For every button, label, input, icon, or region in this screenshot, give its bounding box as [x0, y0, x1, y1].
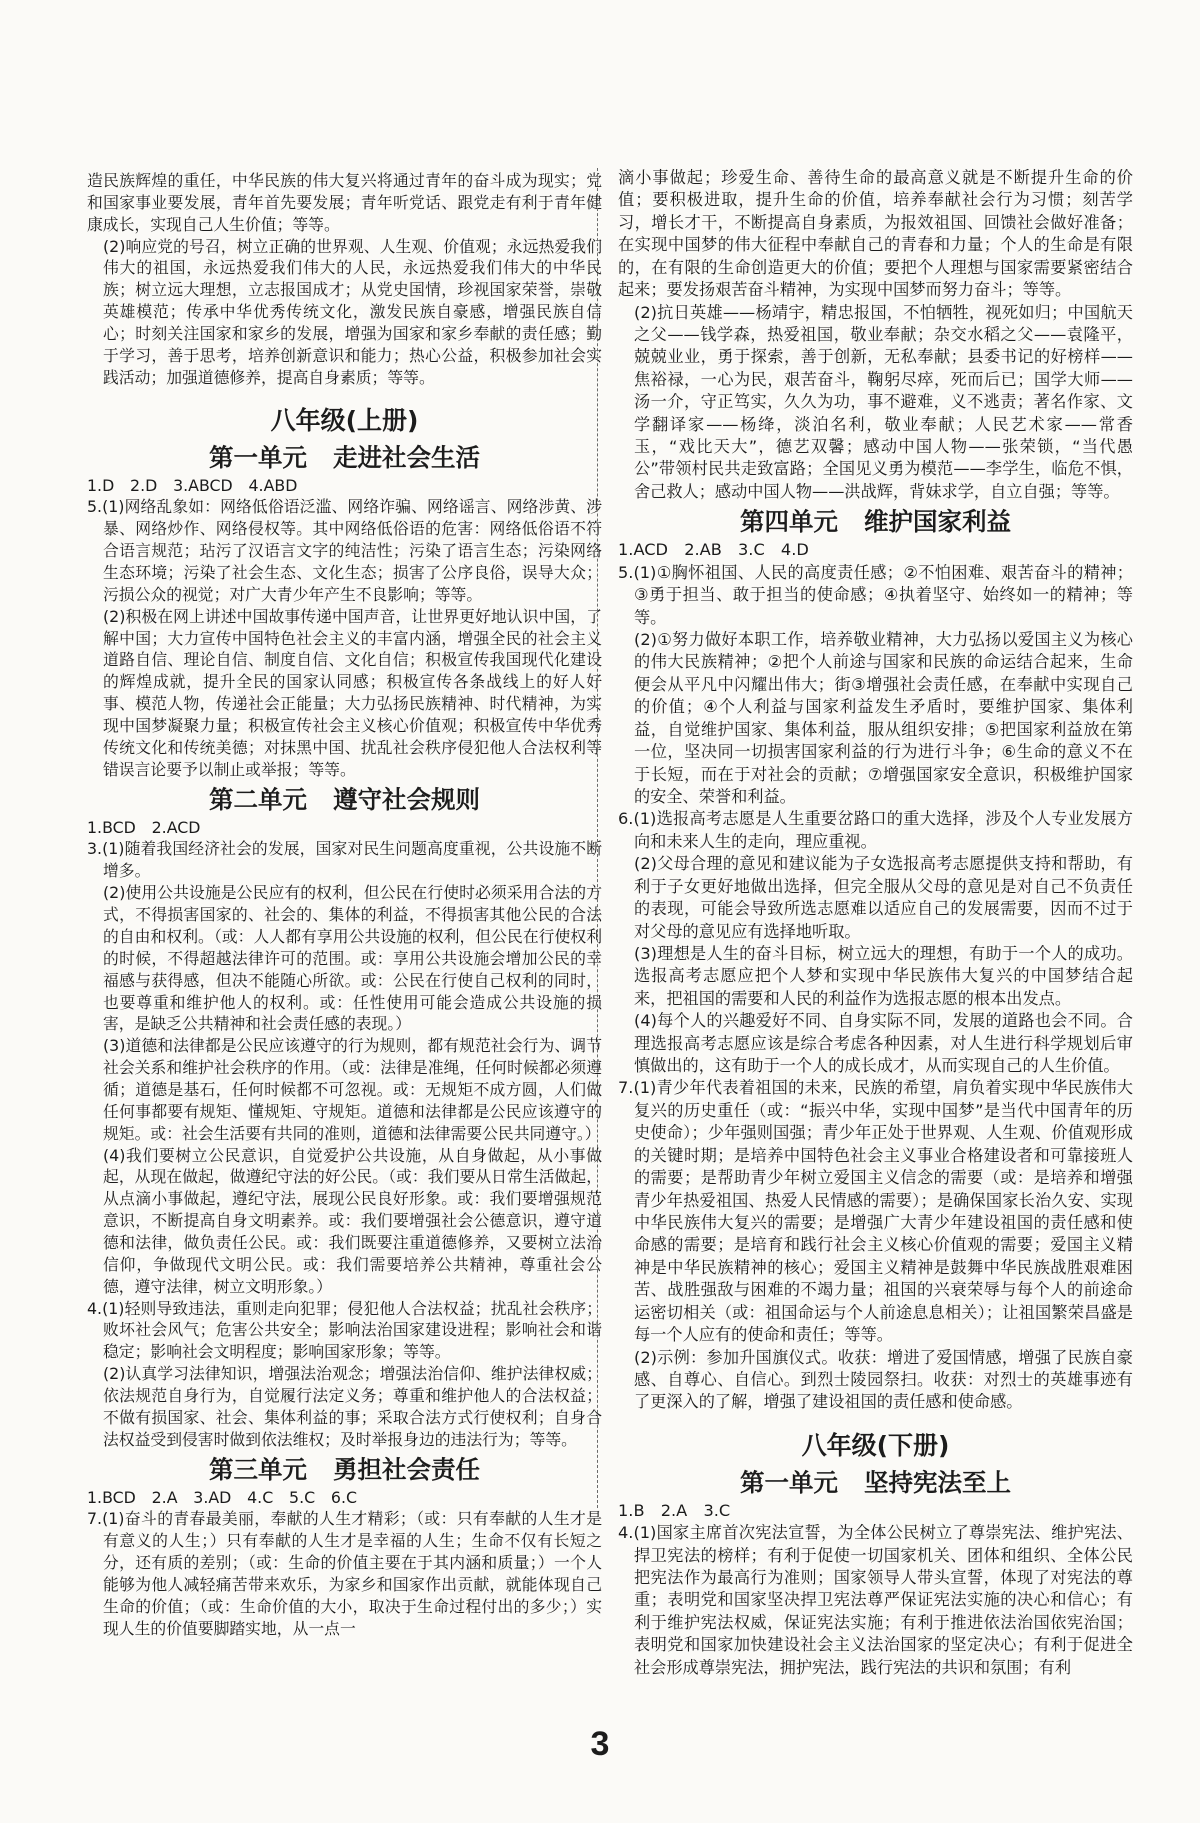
grade-title-8b: 八年级(下册)	[801, 1430, 950, 1460]
question-5-part-1: 5.(1)①胸怀祖国、人民的高度责任感；②不怕困难、艰苦奋斗的精神；③勇于担当、敢于担当的使命感；④执着坚守、始终如一的精神；等等。	[618, 562, 1133, 627]
unit-heading-5	[618, 1466, 1133, 1500]
question-6-part-3: (3)理想是人生的奋斗目标，树立远大的理想，有助于一个人的成功。选报高考志愿应把个人梦和实现中华民族伟大复兴的中国梦结合起来，把祖国的需要和人民的利益作为选报志愿的根本出发点。	[634, 943, 1133, 1008]
continued-paragraph-1: 滴小事做起；珍爱生命、善待生命的最高意义就是不断提升生命的价值；要积极进取，提升生命的价值，培养奉献社会行为习惯；刻苦学习，增长才干，不断提高自身素质，为报效祖国、回馈社会做好准备；在实现中国梦的伟大征程中奉献自己的青春和力量；个人的生命是有限的，在有限的生命创造更大的价值；要把个人理想与国家需要紧密结合起来；要发扬艰苦奋斗精神，为实现中国梦而努力奋斗；等等。	[618, 168, 1133, 300]
unit-number: 第一单元	[740, 1467, 838, 1497]
unit-number: 第二单元	[209, 784, 307, 814]
column-divider	[597, 168, 598, 1508]
question-3-part-3: (3)道德和法律都是公民应该遵守的行为规则，都有规范社会行为、调节社会关系和维护社会秩序的作用。（或：法律是准绳，任何时候都必须遵循；道德是基石，任何时候都不可忽视。或：无规矩不成方圆，人们做任何事都要有规矩、懂规矩、守规矩。道德和法律都是公民应该遵守的规矩。或：社会生活要有共同的准则，道德和法律需要公民共同遵守。）	[103, 1036, 602, 1143]
answer-key: 1.BCD 2.ACD	[87, 817, 201, 837]
unit-name: 遵守社会规则	[333, 784, 480, 814]
grade-title-8a: 八年级(上册)	[270, 405, 419, 435]
intro-paragraph-1: 造民族辉煌的重任，中华民族的伟大复兴将通过青年的奋斗成为现实；党和国家事业要发展，青年首先要发展；青年听党话、跟党走有利于青年健康成长，实现自己人生价值；等等。	[87, 171, 602, 234]
question-5-part-2: (2)积极在网上讲述中国故事传递中国声音，让世界更好地认识中国，了解中国；大力宣传中国特色社会主义的丰富内涵，增强全民的社会主义道路自信、理论自信、制度自信、文化自信；积极宣传我国现代化建设的辉煌成就，提升全民的国家认同感；积极宣传各条战线上的好人好事、模范人物，传递社会正能量；大力弘扬民族精神、时代精神，为实现中国梦凝聚力量；积极宣传社会主义核心价值观；积极宣传中华优秀传统文化和传统美德；对抹黑中国、扰乱社会秩序侵犯他人合法权利等错误言论要予以制止或举报；等等。	[103, 606, 602, 779]
question-5-part-2: (2)①努力做好本职工作，培养敬业精神，大力弘扬以爱国主义为核心的伟大民族精神；②把个人前途与国家和民族的命运结合起来，生命便会从平凡中闪耀出伟大；街③增强社会责任感，在奉献中实现自己的价值；④个人利益与国家利益发生矛盾时，要维护国家、集体利益，自觉维护国家、集体利益，服从组织安排；⑤把国家利益放在第一位，坚决同一切损害国家利益的行为进行斗争；⑥生命的意义不在于长短，而在于对社会的贡献；⑦增强国家安全意识，积极维护国家的安全、荣誉和利益。	[634, 630, 1133, 806]
unit-name: 坚持宪法至上	[864, 1467, 1011, 1497]
question-7-part-1: 7.(1)奋斗的青春最美丽，奉献的人生才精彩；（或：只有奉献的人生才是有意义的人生；）只有奉献的人生才是幸福的人生；生命不仅有长短之分，还有质的差别；（或：生命的价值主要在于其内涵和质量；）一个人能够为他人减轻痛苦带来欢乐，为家乡和国家作出贡献，就能体现自己生命的价值；（或：生命价值的大小，取决于生命过程付出的多少；）实现人生的价值要脚踏实地，从一点一	[87, 1509, 602, 1638]
unit-number: 第四单元	[740, 507, 838, 537]
unit-name: 勇担社会责任	[333, 1454, 480, 1484]
question-6-part-1: 6.(1)选报高考志愿是人生重要岔路口的重大选择，涉及个人专业发展方向和未来人生的走向，理应重视。	[618, 809, 1133, 851]
right-column	[618, 167, 1133, 1679]
question-3-part-4: (4)我们要树立公民意识，自觉爱护公共设施，从自身做起，从小事做起，从现在做起，做遵纪守法的好公民。（或：我们要从日常生活做起，从点滴小事做起，遵纪守法，展现公民良好形象。或：我们要增强规范意识，不断提高自身文明素养。或：我们要增强社会公德意识，遵守道德和法律，做负责任公民。或：我们既要注重道德修养，又要树立法治信仰，争做现代文明公民。或：我们需要培养公共精神，尊重社会公德，遵守法律，树立文明形象。）	[103, 1145, 602, 1296]
left-column	[87, 170, 602, 1640]
unit-heading-4	[618, 505, 1133, 539]
unit-name: 维护国家利益	[864, 507, 1011, 537]
question-6-part-2: (2)父母合理的意见和建议能为子女选报高考志愿提供支持和帮助，有利于子女更好地做出选择，但完全服从父母的意见是对自己不负责任的表现，可能会导致所选志愿难以适应自己的发展需要，因而不过于对父母的意见应有选择地听取。	[634, 854, 1133, 941]
intro-paragraph-2: (2)响应党的号召，树立正确的世界观、人生观、价值观；永远热爱我们伟大的祖国，永远热爱我们伟大的人民，永远热爱我们伟大的中华民族；树立远大理想，立志报国成才；从党史国情，珍视国家荣誉，崇敬英雄模范；传承中华优秀传统文化，激发民族自豪感，增强民族自信心；时刻关注国家和家乡的发展，增强为国家和家乡奉献的责任感；勤于学习，善于思考，培养创新意识和能力；热心公益，积极参加社会实践活动；加强道德修养，提高自身素质；等等。	[103, 236, 602, 387]
answer-key: 1.B 2.A 3.C	[618, 1500, 731, 1520]
question-7-part-1: 7.(1)青少年代表着祖国的未来，民族的希望，肩负着实现中华民族伟大复兴的历史重任（或：“振兴中华，实现中国梦”是当代中国青年的历史使命）；少年强则国强；青少年正处于世界观、人生观、价值观形成的关键时期；是培养中国特色社会主义事业合格建设者和可靠接班人的需要；是帮助青少年树立爱国主义信念的需要（或：是培养和增强青少年热爱祖国、热爱人民情感的需要）；是确保国家长治久安、实现中华民族伟大复兴的需要；是增强广大青少年建设祖国的责任感和使命感的需要；是培育和践行社会主义核心价值观的需要；爱国主义精神是中华民族精神的核心；爱国主义精神是鼓舞中华民族战胜艰难困苦、战胜强敌与困难的不竭力量；祖国的兴衰荣辱与每个人的前途命运密切相关（或：祖国命运与个人前途息息相关）；让祖国繁荣昌盛是每一个人应有的使命和责任；等等。	[618, 1078, 1133, 1345]
question-7-part-2: (2)示例：参加升国旗仪式。收获：增进了爱国情感，增强了民族自豪感、自尊心、自信心。到烈士陵园祭扫。收获：对烈士的英雄事迹有了更深入的了解，增强了建设祖国的责任感和使命感。	[634, 1347, 1133, 1412]
unit-name: 走进社会生活	[333, 442, 480, 472]
unit-number: 第一单元	[209, 442, 307, 472]
answer-key: 1.BCD 2.A 3.AD 4.C 5.C 6.C	[87, 1487, 358, 1507]
question-4-part-1: 4.(1)国家主席首次宪法宣誓，为全体公民树立了尊崇宪法、维护宪法、捍卫宪法的榜样；有利于促使一切国家机关、团体和组织、全体公民把宪法作为最高行为准则；国家领导人带头宣誓，体现了对宪法的尊重；表明党和国家坚决捍卫宪法尊严保证宪法实施的决心和信心；有利于维护宪法权威，保证宪法实施；有利于推进依法治国依宪治国；表明党和国家加快建设社会主义法治国家的坚定决心；有利于促进全社会形成尊崇宪法，拥护宪法，践行宪法的共识和氛围；有利	[618, 1523, 1133, 1677]
question-5-part-1: 5.(1)网络乱象如：网络低俗语泛滥、网络诈骗、网络谣言、网络涉黄、涉暴、网络炒作、网络侵权等。其中网络低俗语的危害：网络低俗语不符合语言规范；玷污了汉语言文字的纯洁性；污染了语言生态；污染网络生态环境；污染了社会生态、文化生态；损害了公序良俗，误导大众；污损公众的视觉；对广大青少年产生不良影响；等等。	[87, 497, 602, 604]
question-4-part-1: 4.(1)轻则导致违法，重则走向犯罪；侵犯他人合法权益；扰乱社会秩序；败坏社会风气；危害公共安全；影响法治国家建设进程；影响社会和谐稳定；影响社会文明程度；影响国家形象；等等。	[87, 1298, 602, 1362]
answer-key: 1.D 2.D 3.ABCD 4.ABD	[87, 475, 298, 495]
question-4-part-2: (2)认真学习法律知识，增强法治观念；增强法治信仰、维护法律权威；依法规范自身行为，自觉履行法定义务；尊重和维护他人的合法权益；不做有损国家、社会、集体利益的事；采取合法方式行使权利；自身合法权益受到侵害时做到依法维权；及时举报身边的违法行为；等等。	[103, 1364, 602, 1449]
unit-heading-2	[87, 783, 602, 817]
unit-number: 第三单元	[209, 1454, 307, 1484]
question-3-part-2: (2)使用公共设施是公民应有的权利，但公民在行使时必须采用合法的方式，不得损害国家的、社会的、集体的利益，不得损害其他公民的合法的自由和权利。（或：人人都有享用公共设施的权利，但公民在行使权利的时候，不得超越法律许可的范围。或：享用公共设施会增加公民的幸福感与获得感，但决不能随心所欲。或：公民在行使自己权利的同时，也要尊重和维护他人的权利。或：任性使用可能会造成公共设施的损害，是缺乏公共精神和社会责任感的表现。）	[103, 883, 602, 1034]
question-6-part-4: (4)每个人的兴趣爱好不同、自身实际不同，发展的道路也会不同。合理选报高考志愿应该是综合考虑各种因素，对人生进行科学规划后审慎做出的，这有助于一个人的成长成才，从而实现自己的人生价值。	[634, 1011, 1133, 1076]
continued-paragraph-2: (2)抗日英雄——杨靖宇，精忠报国，不怕牺牲，视死如归；中国航天之父——钱学森，热爱祖国，敬业奉献；杂交水稻之父——袁隆平，兢兢业业，勇于探索，善于创新，无私奉献；县委书记的好榜样——焦裕禄，一心为民，艰苦奋斗，鞠躬尽瘁，死而后已；国学大师——汤一介，守正笃实，久久为功，事不避难，义不逃责；著名作家、文学翻译家——杨绛，淡泊名利，敬业奉献；人民艺术家——常香玉，“戏比天大”，德艺双馨；感动中国人物——张荣锁，“当代愚公”带领村民共走致富路；全国见义勇为模范——李学生，临危不惧，舍己救人；感动中国人物——洪战辉，背妹求学，自立自强；等等。	[634, 302, 1133, 501]
question-3-part-1: 3.(1)随着我国经济社会的发展，国家对民生问题高度重视，公共设施不断增多。	[87, 839, 602, 881]
unit-heading-3	[87, 1453, 602, 1487]
answer-key: 1.ACD 2.AB 3.C 4.D	[618, 540, 809, 560]
unit-heading-1	[87, 441, 602, 475]
page-number: 3	[590, 1725, 610, 1763]
